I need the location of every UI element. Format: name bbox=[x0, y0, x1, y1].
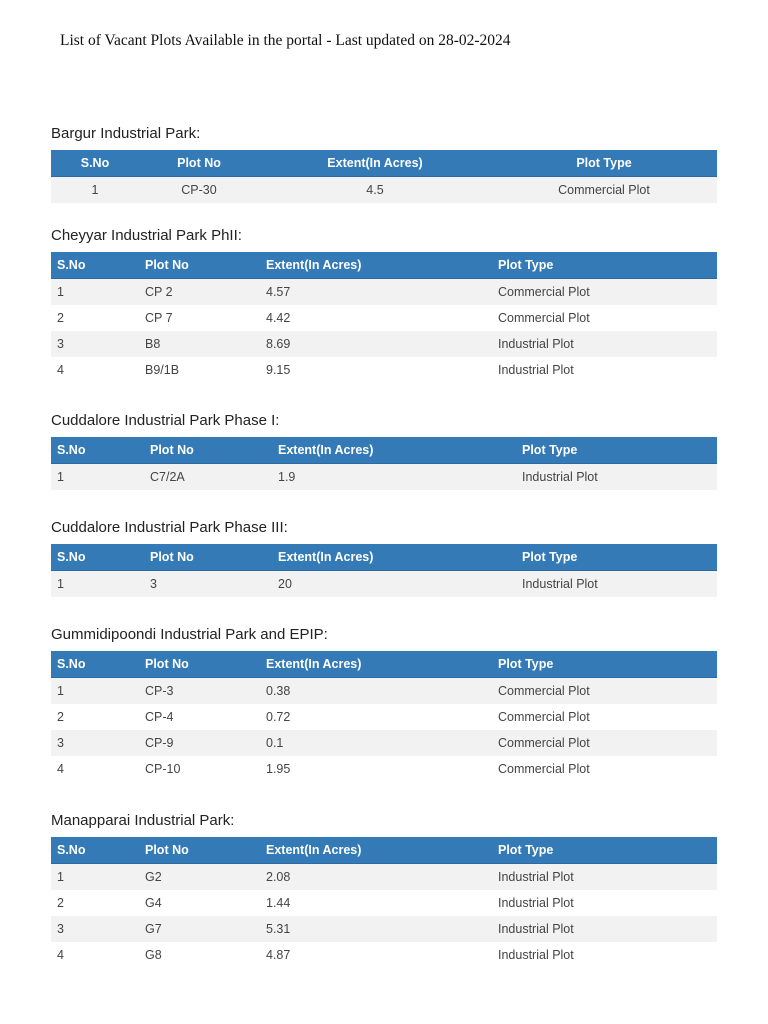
cell-sno: 2 bbox=[51, 305, 139, 331]
page-title: List of Vacant Plots Available in the portal - Last updated on 28-02-2024 bbox=[60, 32, 511, 49]
plots-table bbox=[51, 252, 717, 383]
table-row bbox=[51, 916, 717, 942]
park-section-gummidipoondi bbox=[51, 625, 717, 782]
section-title: Cheyyar Industrial Park PhII: bbox=[51, 227, 242, 244]
header-plot-no: Plot No bbox=[139, 837, 260, 864]
park-section-cuddalore-phase-1 bbox=[51, 411, 717, 490]
section-title: Cuddalore Industrial Park Phase I: bbox=[51, 412, 280, 429]
section-title: Bargur Industrial Park: bbox=[51, 125, 201, 142]
cell-extent: 20 bbox=[272, 571, 516, 598]
header-plot-no: Plot No bbox=[139, 150, 259, 177]
cell-sno: 1 bbox=[51, 571, 144, 598]
plots-table bbox=[51, 544, 717, 597]
cell-plot-no: C7/2A bbox=[144, 464, 272, 491]
cell-plot-type: Commercial Plot bbox=[492, 279, 717, 306]
section-title: Cuddalore Industrial Park Phase III: bbox=[51, 519, 288, 536]
cell-plot-no: CP 2 bbox=[139, 279, 260, 306]
cell-extent: 5.31 bbox=[260, 916, 492, 942]
header-extent: Extent(In Acres) bbox=[260, 837, 492, 864]
cell-plot-no: 3 bbox=[144, 571, 272, 598]
cell-plot-type: Industrial Plot bbox=[492, 942, 717, 968]
cell-sno: 1 bbox=[51, 678, 139, 705]
cell-plot-type: Industrial Plot bbox=[516, 464, 717, 491]
cell-plot-type: Industrial Plot bbox=[492, 864, 717, 891]
table-row bbox=[51, 864, 717, 891]
table-header-row bbox=[51, 651, 717, 678]
table-header-row bbox=[51, 150, 717, 177]
header-plot-type: Plot Type bbox=[492, 252, 717, 279]
header-plot-type: Plot Type bbox=[516, 437, 717, 464]
cell-sno: 4 bbox=[51, 357, 139, 383]
cell-plot-type: Commercial Plot bbox=[492, 704, 717, 730]
header-plot-no: Plot No bbox=[139, 651, 260, 678]
cell-plot-no: CP-9 bbox=[139, 730, 260, 756]
header-plot-type: Plot Type bbox=[516, 544, 717, 571]
header-plot-type: Plot Type bbox=[492, 837, 717, 864]
cell-sno: 2 bbox=[51, 890, 139, 916]
section-title: Gummidipoondi Industrial Park and EPIP: bbox=[51, 626, 328, 643]
table-row bbox=[51, 305, 717, 331]
cell-plot-no: G7 bbox=[139, 916, 260, 942]
cell-sno: 1 bbox=[51, 279, 139, 306]
table-row bbox=[51, 571, 717, 598]
header-plot-type: Plot Type bbox=[492, 651, 717, 678]
cell-extent: 4.5 bbox=[259, 177, 491, 204]
table-row bbox=[51, 704, 717, 730]
cell-extent: 1.44 bbox=[260, 890, 492, 916]
cell-plot-type: Commercial Plot bbox=[492, 756, 717, 782]
cell-sno: 4 bbox=[51, 756, 139, 782]
cell-sno: 1 bbox=[51, 464, 144, 491]
cell-plot-no: CP-30 bbox=[139, 177, 259, 204]
cell-plot-no: CP-4 bbox=[139, 704, 260, 730]
table-row bbox=[51, 730, 717, 756]
cell-sno: 1 bbox=[51, 864, 139, 891]
plots-table bbox=[51, 651, 717, 782]
table-header-row bbox=[51, 437, 717, 464]
header-plot-type: Plot Type bbox=[491, 150, 717, 177]
cell-extent: 4.57 bbox=[260, 279, 492, 306]
section-title: Manapparai Industrial Park: bbox=[51, 812, 235, 829]
table-row bbox=[51, 331, 717, 357]
cell-sno: 3 bbox=[51, 331, 139, 357]
table-row bbox=[51, 756, 717, 782]
table-row bbox=[51, 177, 717, 204]
cell-sno: 4 bbox=[51, 942, 139, 968]
cell-plot-type: Commercial Plot bbox=[492, 305, 717, 331]
header-extent: Extent(In Acres) bbox=[260, 651, 492, 678]
cell-extent: 4.87 bbox=[260, 942, 492, 968]
cell-plot-type: Industrial Plot bbox=[492, 357, 717, 383]
plots-table bbox=[51, 437, 717, 490]
cell-plot-no: CP-3 bbox=[139, 678, 260, 705]
park-section-cuddalore-phase-3 bbox=[51, 518, 717, 597]
table-row bbox=[51, 678, 717, 705]
cell-plot-type: Commercial Plot bbox=[492, 730, 717, 756]
header-extent: Extent(In Acres) bbox=[260, 252, 492, 279]
cell-plot-no: CP-10 bbox=[139, 756, 260, 782]
cell-plot-type: Commercial Plot bbox=[491, 177, 717, 204]
cell-sno: 2 bbox=[51, 704, 139, 730]
table-row bbox=[51, 942, 717, 968]
cell-plot-type: Commercial Plot bbox=[492, 678, 717, 705]
header-sno: S.No bbox=[51, 150, 139, 177]
table-row bbox=[51, 464, 717, 491]
park-section-bargur bbox=[51, 124, 717, 203]
cell-plot-type: Industrial Plot bbox=[492, 331, 717, 357]
cell-plot-no: B9/1B bbox=[139, 357, 260, 383]
cell-plot-type: Industrial Plot bbox=[492, 916, 717, 942]
cell-extent: 4.42 bbox=[260, 305, 492, 331]
park-section-manapparai bbox=[51, 811, 717, 968]
cell-extent: 1.95 bbox=[260, 756, 492, 782]
plots-table bbox=[51, 150, 717, 203]
cell-plot-type: Industrial Plot bbox=[516, 571, 717, 598]
header-extent: Extent(In Acres) bbox=[259, 150, 491, 177]
cell-plot-no: B8 bbox=[139, 331, 260, 357]
cell-extent: 0.1 bbox=[260, 730, 492, 756]
cell-sno: 3 bbox=[51, 730, 139, 756]
cell-plot-no: G8 bbox=[139, 942, 260, 968]
table-row bbox=[51, 357, 717, 383]
header-extent: Extent(In Acres) bbox=[272, 544, 516, 571]
table-header-row bbox=[51, 544, 717, 571]
header-plot-no: Plot No bbox=[144, 437, 272, 464]
header-sno: S.No bbox=[51, 544, 144, 571]
cell-extent: 0.38 bbox=[260, 678, 492, 705]
cell-plot-type: Industrial Plot bbox=[492, 890, 717, 916]
cell-extent: 0.72 bbox=[260, 704, 492, 730]
cell-sno: 3 bbox=[51, 916, 139, 942]
header-sno: S.No bbox=[51, 437, 144, 464]
table-row bbox=[51, 279, 717, 306]
table-header-row bbox=[51, 252, 717, 279]
header-plot-no: Plot No bbox=[139, 252, 260, 279]
cell-plot-no: G2 bbox=[139, 864, 260, 891]
cell-plot-no: CP 7 bbox=[139, 305, 260, 331]
park-section-cheyyar bbox=[51, 226, 717, 383]
cell-sno: 1 bbox=[51, 177, 139, 204]
cell-extent: 1.9 bbox=[272, 464, 516, 491]
cell-extent: 8.69 bbox=[260, 331, 492, 357]
table-header-row bbox=[51, 837, 717, 864]
header-sno: S.No bbox=[51, 837, 139, 864]
cell-extent: 2.08 bbox=[260, 864, 492, 891]
plots-table bbox=[51, 837, 717, 968]
header-extent: Extent(In Acres) bbox=[272, 437, 516, 464]
header-sno: S.No bbox=[51, 651, 139, 678]
cell-plot-no: G4 bbox=[139, 890, 260, 916]
table-row bbox=[51, 890, 717, 916]
cell-extent: 9.15 bbox=[260, 357, 492, 383]
header-sno: S.No bbox=[51, 252, 139, 279]
header-plot-no: Plot No bbox=[144, 544, 272, 571]
